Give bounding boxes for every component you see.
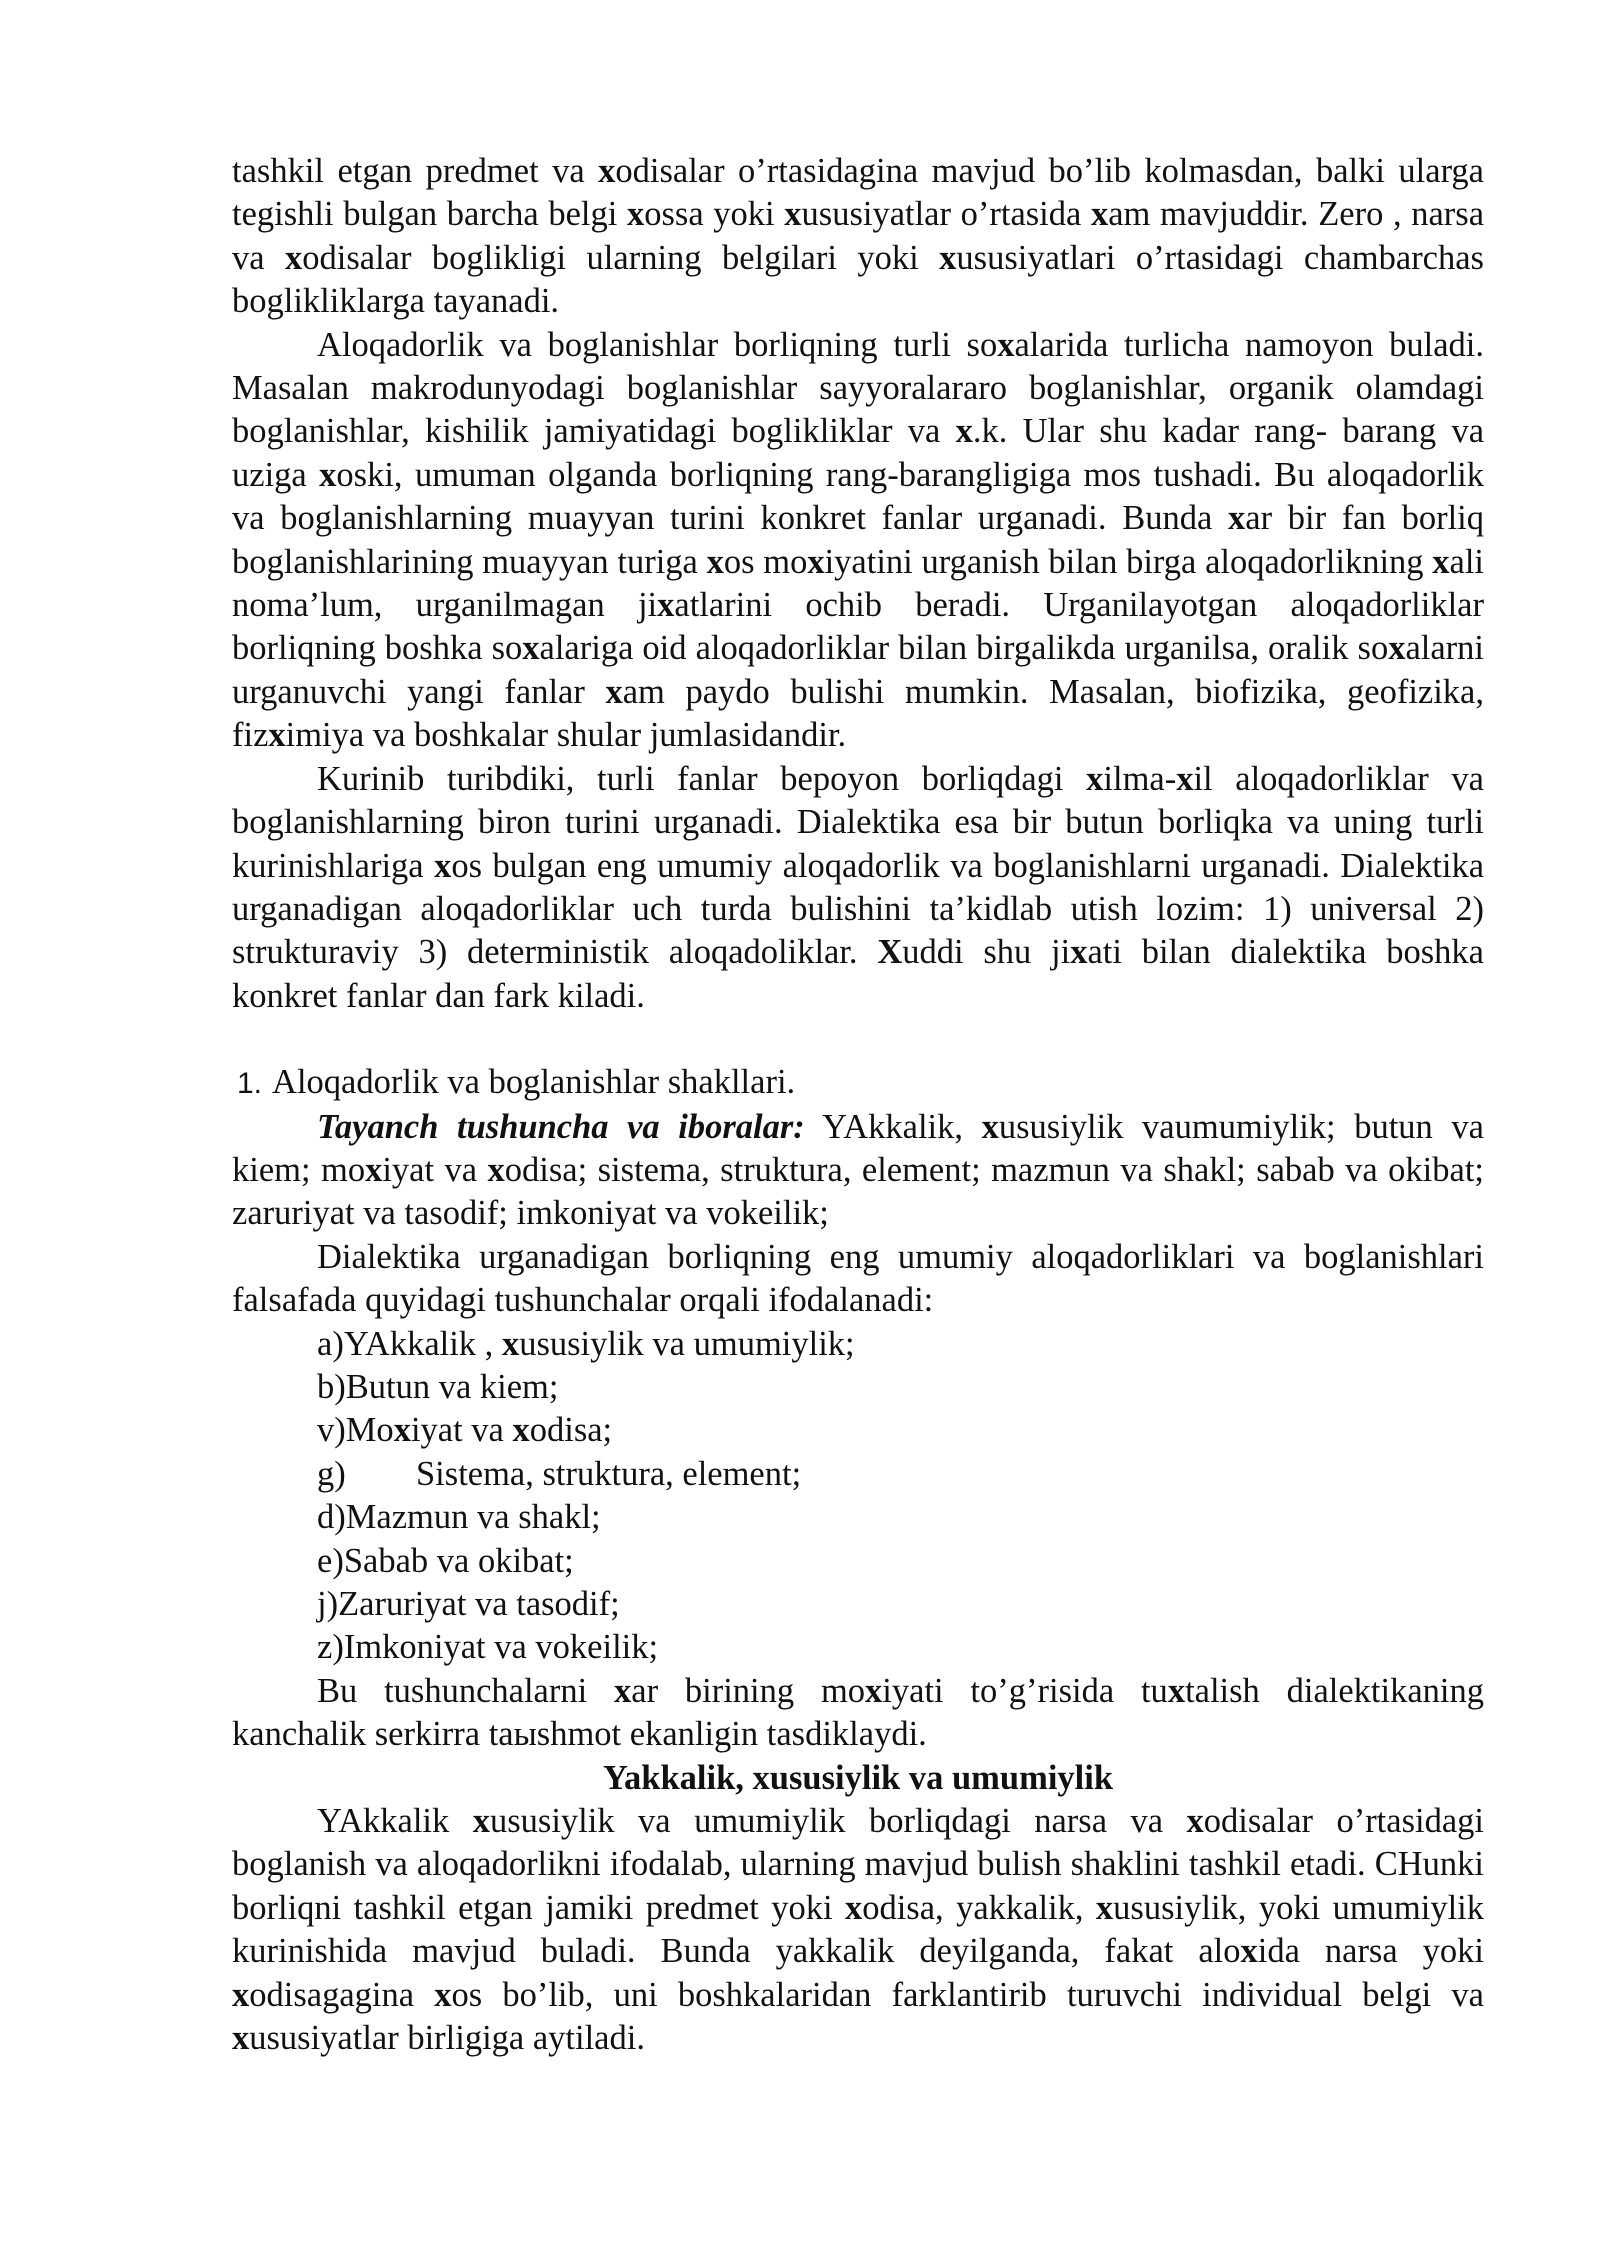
paragraph-2: Aloqadorlik va boglanishlar borliqning turli soxalarida turlicha namoyon buladi. Masalan makrodunyodagi boglanishlar sayyoralararo boglanishlar, organik olamdagi boglanishlar, kishilik jamiyatidagi boglikliklar va x.k. Ular shu kadar rang- barang va uziga xoski, umuman olganda borliqning rang-barangligiga mos tushadi. Bu aloqadorlik va boglanishlarning muayyan turini konkret fanlar urganadi. Bunda xar bir fan borliq boglanishlarining muayyan turiga xos moxiyatini urganish bilan birga aloqadorlikning xali noma’lum, urganilmagan jixatlarini ochib beradi. Urganilayotgan aloqadorliklar borliqning boshka soxalariga oid aloqadorliklar bilan birgalikda urganilsa, oralik soxalarni urganuvchi yangi fanlar xam paydo bulishi mumkin. Masalan, biofizika, geofizika, fizximiya va boshkalar shular jumlasidandir. <box>232 325 1485 755</box>
list-item-text: Moxiyat va xodisa; <box>345 1411 613 1450</box>
keywords-paragraph <box>232 1106 1484 1236</box>
paragraph-last: YAkkalik xususiylik va umumiylik borliqdagi narsa va xodisalar o’rtasidagi boglanish va aloqadorlikni ifodalab, ularning mavjud bulish shaklini tashkil etadi. CHunki borliqni tashkil etgan jamiki predmet yoki xodisa, yakkalik, xususiylik, yoki umumiylik kurinishida mavjud buladi. Bunda yakkalik deyilganda, fakat aloxida narsa yoki xodisagagina xos bo’lib, uni boshkalaridan farklantirib turuvchi individual belgi va xususiyatlar birligiga aytiladi. <box>232 1802 1484 2058</box>
list-item-label: v) <box>317 1411 346 1450</box>
paragraph-3: Kurinib turibdiki, turli fanlar bepoyon borliqdagi xilma-xil aloqadorliklar va boglanishlarning biron turini urganadi. Dialektika esa bir butun borliqka va uning turli kurinishlariga xos bulgan eng umumiy aloqadorlik va boglanishlarni urganadi. Dialektika urganadigan aloqadorliklar uch turda bulishini ta’kidlab utish lozim: 1) universal 2) strukturaviy 3) deterministik aloqadoliklar. Xuddi shu jixati bilan dialektika boshka konkret fanlar dan fark kiladi. <box>232 759 1485 1015</box>
list-item-text: Sabab va okibat; <box>343 1541 574 1580</box>
list-item <box>317 1583 1484 1626</box>
list-item-text: Zaruriyat va tasodif; <box>338 1585 620 1623</box>
list-item-label: j) <box>317 1585 339 1623</box>
concept-list <box>232 1323 1484 1670</box>
list-item-text: Butun va kiem; <box>345 1367 559 1406</box>
keywords-label: Tayanch tushuncha va iboralar: <box>317 1107 805 1146</box>
list-item <box>317 1409 1484 1452</box>
keywords-text: YAkkalik, xususiylik vaumumiylik; butun va kiem; moxiyat va xodisa; sistema, struktura, element; mazmun va shakl; sabab va okibat; zaruriyat va tasodif; imkoniyat va vokeilik; <box>232 1107 1485 1233</box>
list-item <box>317 1366 1484 1409</box>
list-item-label: z) <box>317 1628 344 1667</box>
list-item-label: d) <box>317 1498 346 1537</box>
list-item-label: e) <box>317 1541 344 1580</box>
document-page <box>232 150 1484 2060</box>
list-item-text: Imkoniyat va vokeilik; <box>343 1628 659 1667</box>
paragraph-1: tashkil etgan predmet va xodisalar o’rtasidagina mavjud bo’lib kolmasdan, balki ularga tegishli bulgan barcha belgi xossa yoki xususiyatlar o’rtasida xam mavjuddir. Zero , narsa va xodisalar boglikligi ularning belgilari yoki xususiyatlari o’rtasidagi chambarchas boglikliklarga tayanadi. <box>232 152 1485 321</box>
list-item <box>317 1496 1484 1539</box>
list-item <box>317 1540 1484 1583</box>
intro-paragraph: Dialektika urganadigan borliqning eng umumiy aloqadorliklari va boglanishlari falsafada quyidagi tushunchalar orqali ifodalanadi: <box>232 1237 1484 1320</box>
section-number: 1. <box>237 1067 263 1101</box>
list-item-label: g) <box>317 1454 346 1493</box>
list-item <box>317 1323 1484 1366</box>
list-item-label: b) <box>317 1367 346 1406</box>
section-title <box>232 1061 1484 1105</box>
list-item <box>317 1453 1484 1496</box>
after-list-paragraph: Bu tushunchalarni xar birining moxiyati to’g’risida tuxtalish dialektikaning kanchalik serkirra taыshmot ekanligin tasdiklaydi. <box>232 1671 1484 1754</box>
list-item <box>317 1626 1484 1669</box>
list-item-label: a) <box>317 1324 344 1363</box>
list-item-text: Sistema, struktura, element; <box>416 1454 802 1493</box>
list-item-text: YAkkalik , xususiylik va umumiylik; <box>343 1324 855 1363</box>
section-title-text: Aloqadorlik va boglanishlar shakllari. <box>272 1063 796 1102</box>
subsection-heading: Yakkalik, xususiylik va umumiylik <box>602 1758 1114 1797</box>
list-item-text: Mazmun va shakl; <box>345 1498 601 1537</box>
